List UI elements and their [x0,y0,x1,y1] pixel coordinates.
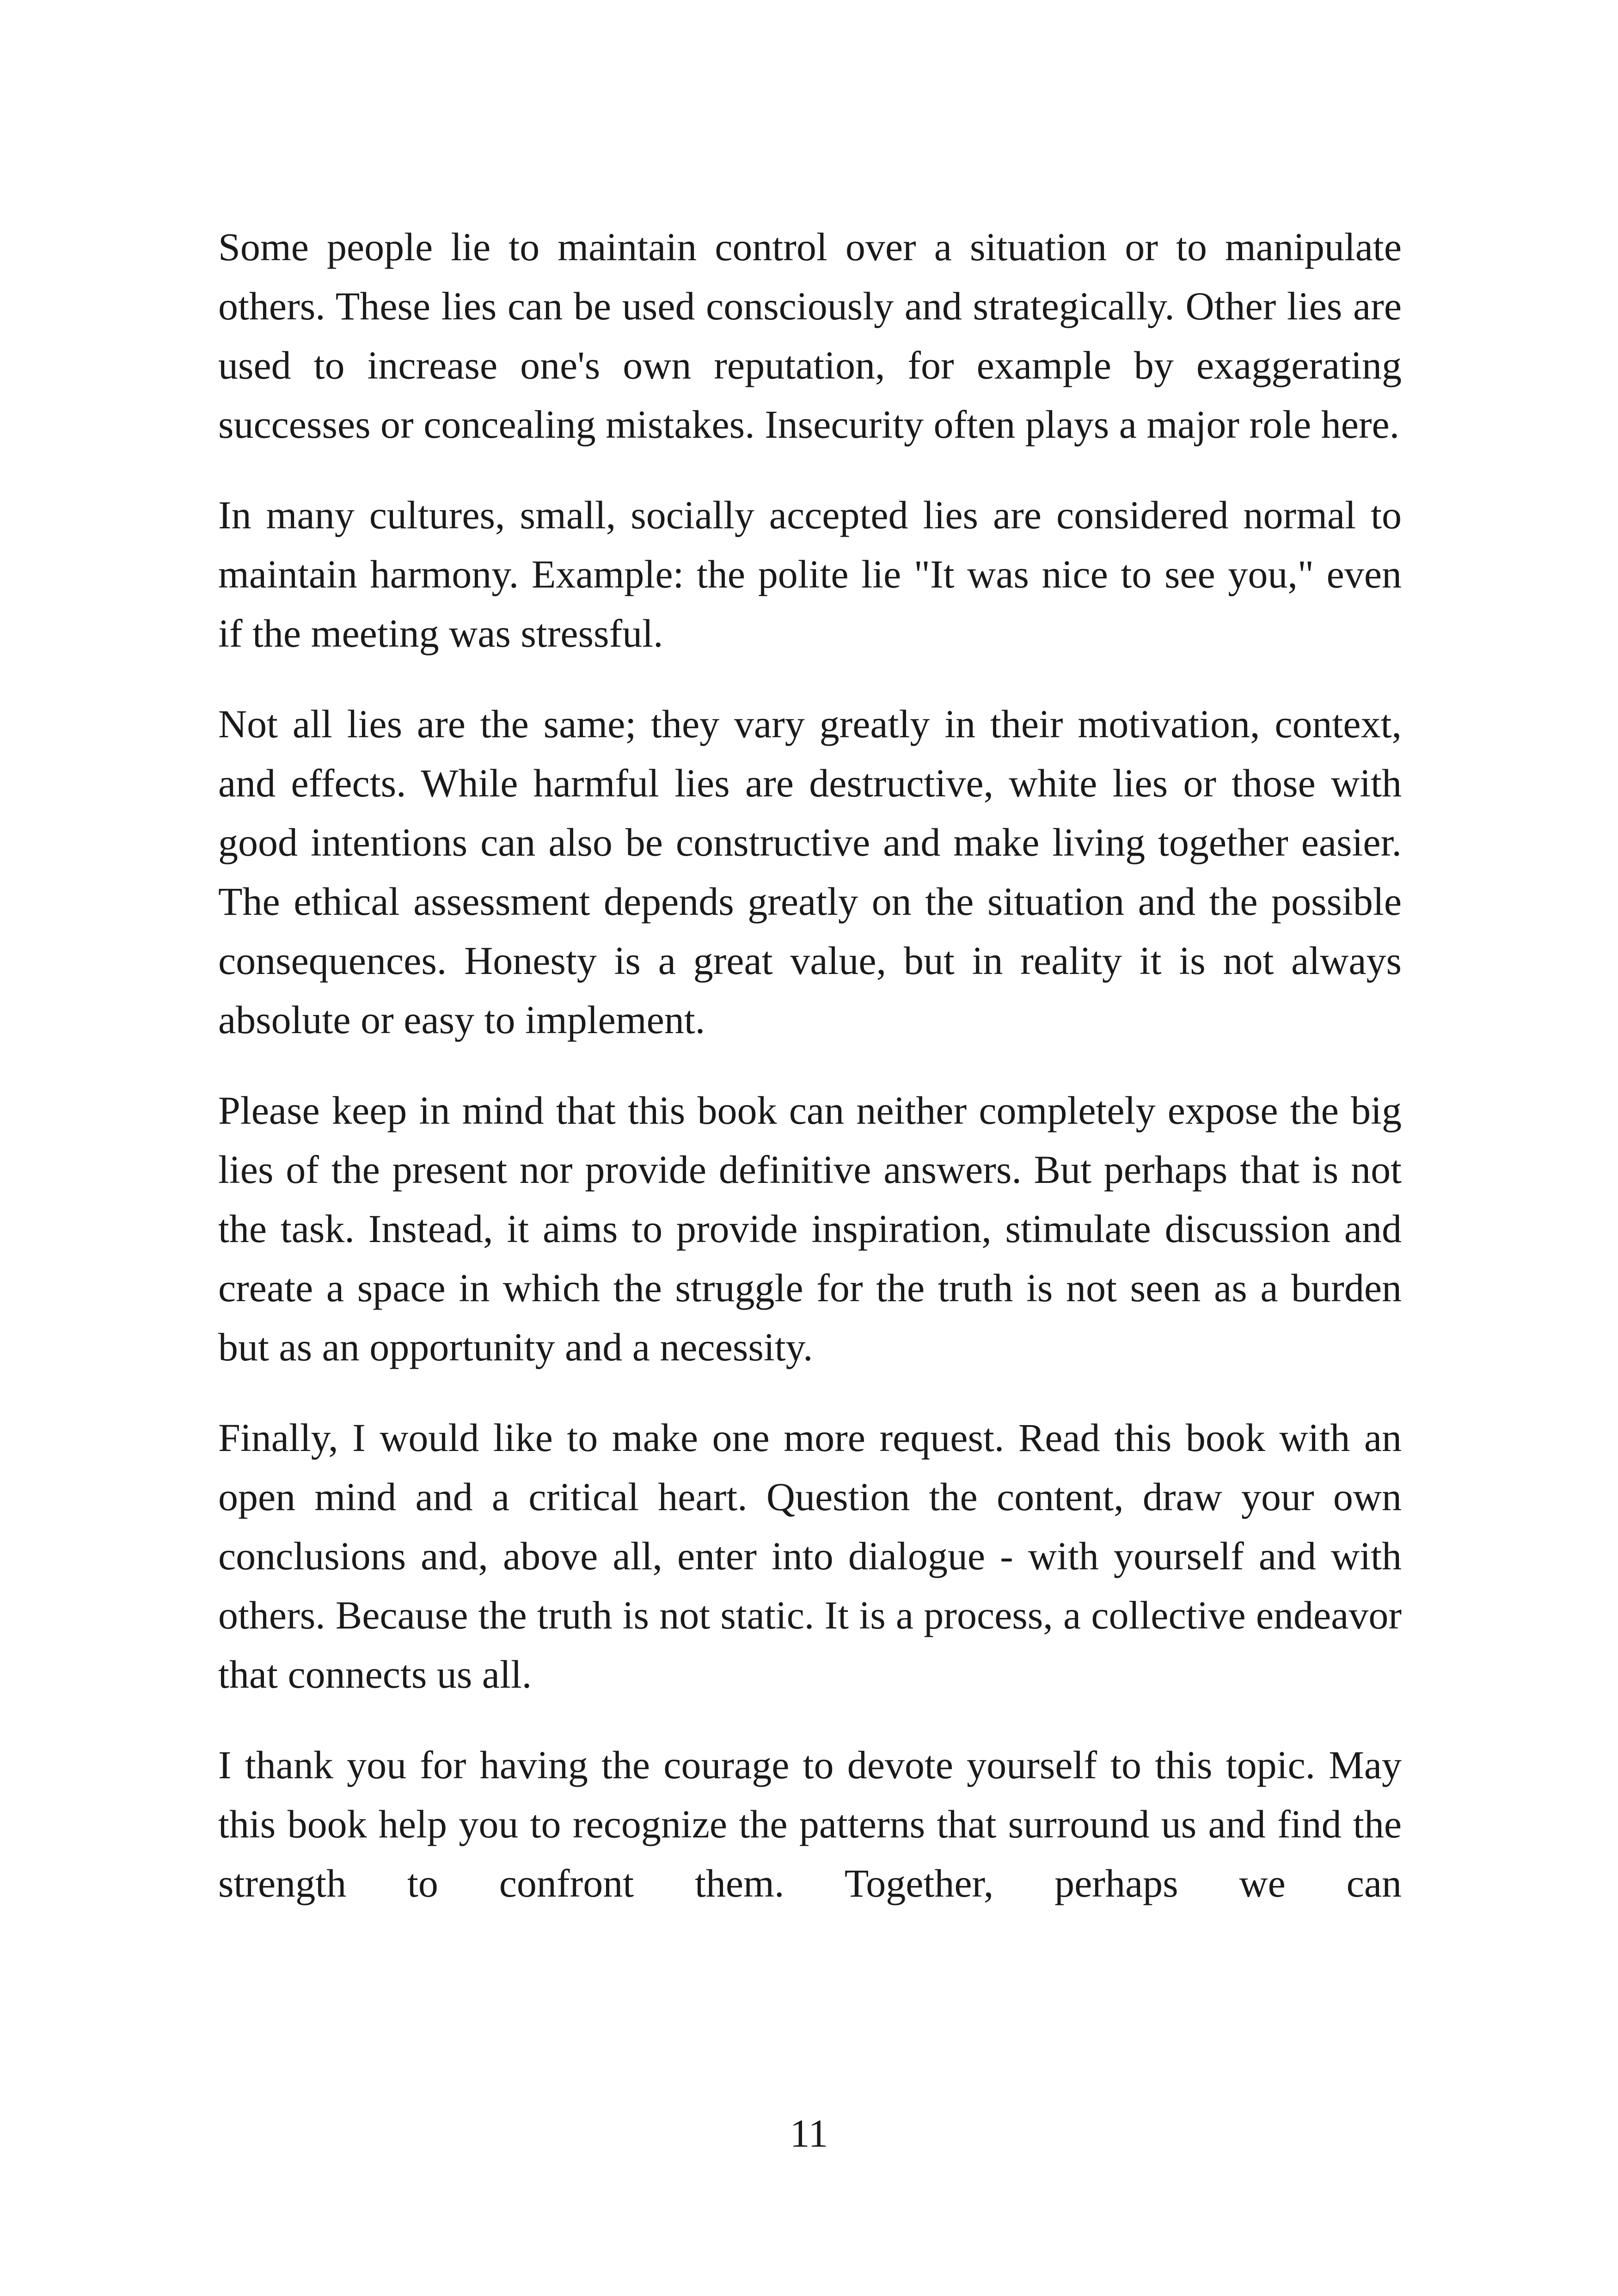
paragraph-thanks: I thank you for having the courage to devote yourself to this topic. May this book help you to recognize the patterns that surround us and find the strength to confront them. Together, perhaps we can [218,1743,1402,1905]
paragraph-cultural-lies: In many cultures, small, socially accepted lies are considered normal to maintain harmony. Example: the polite lie "It was nice to see you," even if the meeting was stressful. [218,493,1402,655]
page-number: 11 [790,2111,828,2155]
paragraph-control-manipulation: Some people lie to maintain control over a situation or to manipulate others. These lies can be used consciously and strategically. Other lies are used to increase one's own reputation, for example by exaggerating successes or concealing mistakes. Insecurity often plays a major role here. [218,225,1402,447]
paragraph-lie-types: Not all lies are the same; they vary greatly in their motivation, context, and effects. While harmful lies are destructive, white lies or those with good intentions can also be constructive and make living together easier. The ethical assessment depends greatly on the situation and the possible consequences. Honesty is a great value, but in reality it is not always absolute or easy to implement. [218,702,1402,1042]
paragraph-book-purpose: Please keep in mind that this book can neither completely expose the big lies of the present nor provide definitive answers. But perhaps that is not the task. Instead, it aims to provide inspiration, stimulate discussion and create a space in which the struggle for the truth is not seen as a burden but as an opportunity and a necessity. [218,1088,1402,1369]
paragraph-request: Finally, I would like to make one more request. Read this book with an open mind and a critical heart. Question the content, draw your own conclusions and, above all, enter into dialogue - with yourself and with others. Because the truth is not static. It is a process, a collective endeavor that connects us all. [218,1415,1402,1696]
body-text [218,217,1402,1913]
